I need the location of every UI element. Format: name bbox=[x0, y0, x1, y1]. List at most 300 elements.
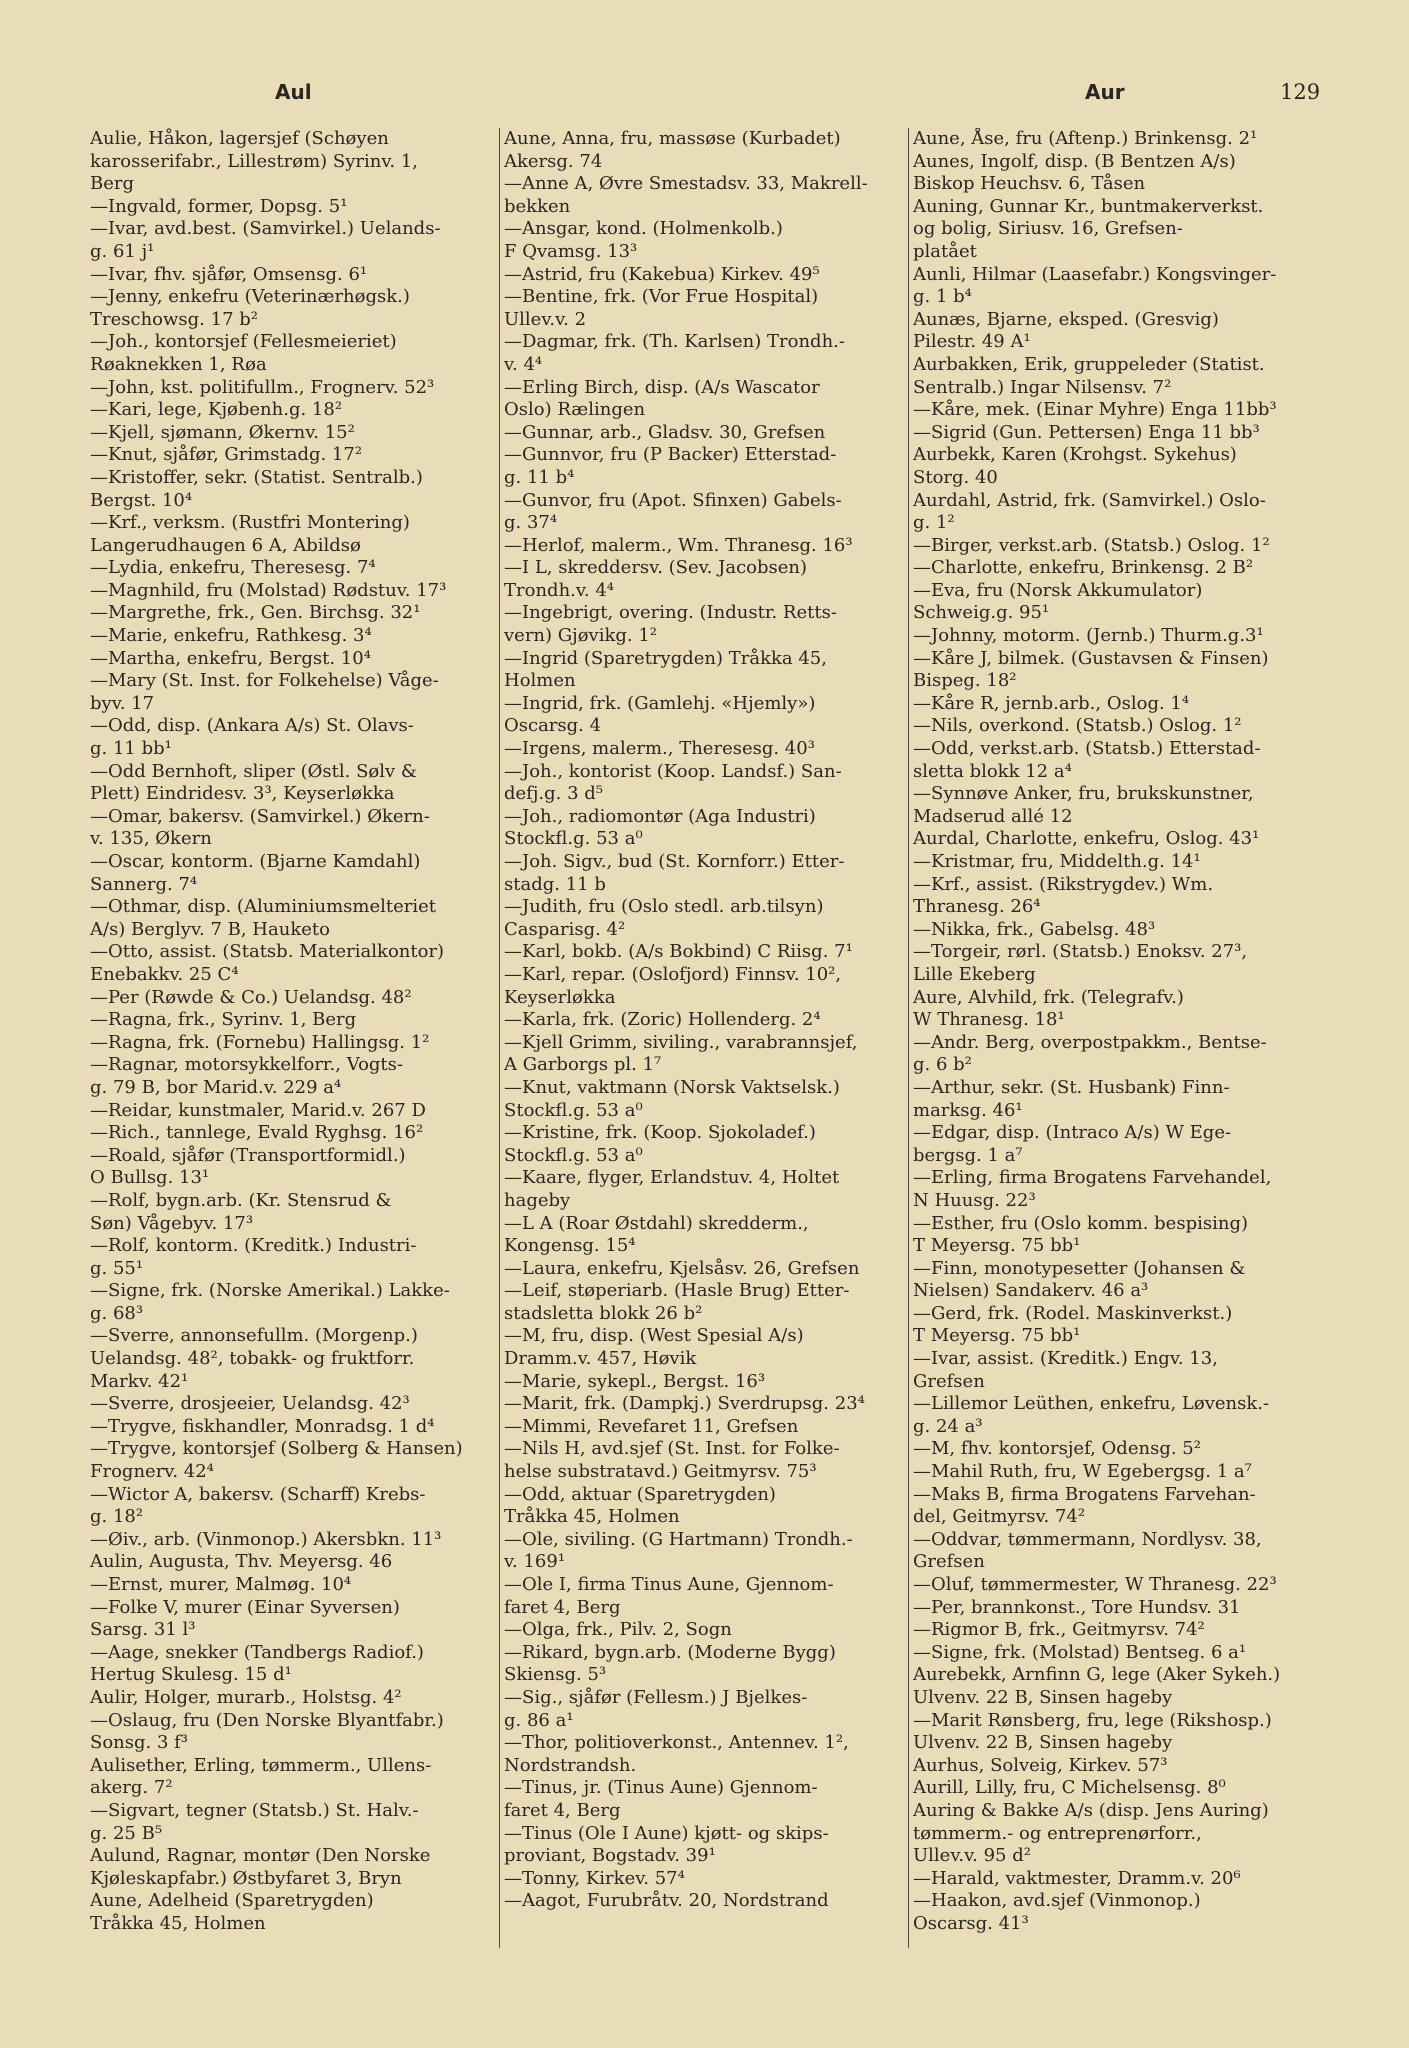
directory-entry bbox=[913, 1777, 1323, 1800]
entry-line: Ullev.v. 95 d² bbox=[913, 1845, 1031, 1867]
directory-entry bbox=[913, 264, 1323, 309]
entry-line: —Krf., verksm. (Rustfri Montering) bbox=[90, 512, 410, 534]
directory-entry bbox=[90, 1393, 494, 1416]
entry-line: Stockfl.g. 53 a⁰ bbox=[504, 1144, 643, 1166]
entry-line: v. 169¹ bbox=[504, 1551, 566, 1573]
entry-line: —Rich., tannlege, Evald Ryghsg. 16² bbox=[90, 1122, 424, 1144]
entry-line: —Rigmor B, frk., Geitmyrsv. 74² bbox=[913, 1619, 1205, 1641]
entry-line: —Gunnar, arb., Gladsv. 30, Grefsen bbox=[504, 421, 826, 443]
directory-entry bbox=[913, 1167, 1323, 1212]
directory-entry bbox=[90, 399, 494, 422]
entry-line: —Birger, verkst.arb. (Statsb.) Oslog. 1² bbox=[913, 534, 1270, 556]
entry-line: Aurebekk, Arnfinn G, lege (Aker Sykeh.) bbox=[913, 1664, 1281, 1686]
entry-line: —Ragna, frk. (Fornebu) Hallingsg. 1² bbox=[90, 1031, 430, 1053]
entry-line: —Omar, bakersv. (Samvirkel.) Økern- bbox=[90, 805, 430, 827]
directory-entry bbox=[90, 648, 494, 671]
entry-line: —Oddvar, tømmermann, Nordlysv. 38, bbox=[913, 1528, 1262, 1550]
entry-line: Aunes, Ingolf, disp. (B Bentzen A/s) bbox=[913, 150, 1236, 172]
entry-line: Oscarsg. 4 bbox=[504, 715, 602, 737]
directory-entry bbox=[504, 1325, 908, 1370]
entry-line: Grefsen bbox=[913, 1370, 985, 1392]
directory-entry bbox=[504, 1280, 908, 1325]
directory-entry bbox=[913, 580, 1323, 625]
entry-line: defj.g. 3 d⁵ bbox=[504, 783, 604, 805]
entry-line: Søn) Vågebyv. 17³ bbox=[90, 1212, 254, 1234]
entry-line: Stockfl.g. 53 a⁰ bbox=[504, 1099, 643, 1121]
directory-entry bbox=[913, 354, 1323, 399]
entry-line: g. 18² bbox=[90, 1506, 144, 1528]
entry-line: Aune, Adelheid (Sparetrygden) bbox=[90, 1890, 374, 1912]
entry-line: g. 11 bb¹ bbox=[90, 738, 172, 760]
entry-line: —Kåre J, bilmek. (Gustavsen & Finsen) bbox=[913, 647, 1269, 669]
entry-line: g. 1 b⁴ bbox=[913, 286, 972, 308]
entry-line: —Othmar, disp. (Aluminiumsmelteriet bbox=[90, 896, 436, 918]
directory-entry bbox=[913, 1664, 1323, 1709]
entry-line: —Ernst, murer, Malmøg. 10⁴ bbox=[90, 1574, 352, 1595]
directory-entry bbox=[90, 987, 494, 1010]
entry-line: sletta blokk 12 a⁴ bbox=[913, 760, 1072, 782]
directory-entry bbox=[504, 1484, 908, 1529]
entry-line: helse substratavd.) Geitmyrsv. 75³ bbox=[504, 1461, 817, 1483]
entry-line: —Lydia, enkefru, Theresesg. 7⁴ bbox=[90, 557, 376, 579]
entry-line: —Karla, frk. (Zoric) Hollenderg. 2⁴ bbox=[504, 1009, 821, 1031]
directory-entry bbox=[504, 1619, 908, 1642]
directory-entry bbox=[90, 670, 494, 715]
directory-entry bbox=[504, 1823, 908, 1868]
entry-line: Aurill, Lilly, fru, C Michelsensg. 8⁰ bbox=[913, 1777, 1226, 1799]
entry-line: Oscarsg. 41³ bbox=[913, 1912, 1029, 1934]
directory-entry bbox=[504, 286, 908, 331]
directory-entry bbox=[90, 1190, 494, 1235]
entry-line: Sannerg. 7⁴ bbox=[90, 873, 198, 895]
entry-line: —Rolf, bygn.arb. (Kr. Stensrud & bbox=[90, 1189, 392, 1211]
directory-entry bbox=[504, 1574, 908, 1619]
entry-line: Kjøleskapfabr.) Østbyfaret 3, Bryn bbox=[90, 1867, 402, 1889]
directory-entry bbox=[913, 128, 1323, 151]
entry-line: —Marit Rønsberg, fru, lege (Rikshosp.) bbox=[913, 1709, 1272, 1731]
directory-entry bbox=[913, 851, 1323, 874]
entry-line: —Tonny, Kirkev. 57⁴ bbox=[504, 1867, 685, 1889]
directory-entry bbox=[90, 1574, 494, 1597]
entry-line: Schweig.g. 95¹ bbox=[913, 602, 1050, 624]
running-head-right: Aur bbox=[1085, 80, 1125, 104]
directory-entry bbox=[90, 1755, 494, 1800]
directory-entry bbox=[504, 1642, 908, 1687]
entry-line: g. 68³ bbox=[90, 1302, 144, 1324]
entry-line: —Ansgar, kond. (Holmenkolb.) bbox=[504, 218, 783, 240]
entry-line: —Synnøve Anker, fru, brukskunstner, bbox=[913, 783, 1254, 805]
entry-line: —Øiv., arb. (Vinmonop.) Akersbkn. 11³ bbox=[90, 1528, 442, 1550]
directory-entry bbox=[90, 1416, 494, 1439]
entry-line: bergsg. 1 a⁷ bbox=[913, 1144, 1023, 1166]
entry-line: Aurbekk, Karen (Krohgst. Sykehus) bbox=[913, 444, 1237, 466]
page-number: 129 bbox=[1280, 80, 1321, 104]
directory-entry bbox=[913, 490, 1323, 535]
directory-entry bbox=[504, 1732, 908, 1777]
directory-entry bbox=[913, 1642, 1323, 1665]
entry-line: —Gunvor, fru (Apot. Sfinxen) Gabels- bbox=[504, 489, 842, 511]
directory-entry bbox=[504, 964, 908, 1009]
entry-line: Aunæs, Bjarne, eksped. (Gresvig) bbox=[913, 308, 1219, 330]
entry-line: Holmen bbox=[504, 670, 576, 692]
entry-line: g. 25 B⁵ bbox=[90, 1822, 163, 1844]
directory-entry bbox=[90, 1642, 494, 1687]
entry-line: —Odd, aktuar (Sparetrygden) bbox=[504, 1483, 776, 1505]
entry-line: Keyserløkka bbox=[504, 986, 616, 1008]
entry-line: bekken bbox=[504, 195, 571, 217]
column-1 bbox=[90, 128, 494, 1948]
directory-entry bbox=[90, 1009, 494, 1032]
entry-line: N Huusg. 22³ bbox=[913, 1189, 1036, 1211]
entry-line: Aunli, Hilmar (Laasefabr.) Kongsvinger- bbox=[913, 263, 1277, 285]
entry-line: stadsletta blokk 26 b² bbox=[504, 1302, 703, 1324]
directory-entry bbox=[90, 1054, 494, 1099]
entry-line: —Martha, enkefru, Bergst. 10⁴ bbox=[90, 647, 371, 669]
entry-line: A/s) Berglyv. 7 B, Hauketo bbox=[90, 918, 330, 940]
entry-line: Hertug Skulesg. 15 d¹ bbox=[90, 1664, 292, 1686]
entry-line: Bispeg. 18² bbox=[913, 670, 1017, 692]
entry-line: Trondh.v. 4⁴ bbox=[504, 579, 615, 601]
directory-entry bbox=[913, 783, 1323, 828]
entry-line: —Kaare, flyger, Erlandstuv. 4, Holtet bbox=[504, 1167, 840, 1189]
column-divider bbox=[908, 128, 909, 1948]
entry-line: —Jenny, enkefru (Veterinærhøgsk.) bbox=[90, 286, 410, 308]
directory-entry bbox=[913, 1619, 1323, 1642]
entry-line: Dramm.v. 457, Høvik bbox=[504, 1348, 697, 1370]
directory-entry bbox=[90, 1800, 494, 1845]
entry-line: F Qvamsg. 13³ bbox=[504, 240, 638, 262]
entry-line: —Kåre R, jernb.arb., Oslog. 1⁴ bbox=[913, 692, 1190, 714]
entry-line: —Kristine, frk. (Koop. Sjokoladef.) bbox=[504, 1122, 816, 1144]
directory-entry bbox=[90, 1100, 494, 1123]
directory-entry bbox=[913, 941, 1323, 986]
directory-entry bbox=[90, 1551, 494, 1574]
entry-line: —Thor, politioverkonst., Antennev. 1², bbox=[504, 1732, 849, 1754]
directory-entry bbox=[504, 264, 908, 287]
entry-line: —Roald, sjåfør (Transportformidl.) bbox=[90, 1144, 406, 1166]
column-3 bbox=[913, 128, 1323, 1948]
entry-line: —Esther, fru (Oslo komm. bespising) bbox=[913, 1212, 1248, 1234]
directory-entry bbox=[913, 1077, 1323, 1122]
entry-line: —Signe, frk. (Norske Amerikal.) Lakke- bbox=[90, 1280, 450, 1302]
directory-entry bbox=[913, 715, 1323, 738]
directory-entry bbox=[504, 941, 908, 964]
entry-line: Ulvenv. 22 B, Sinsen hageby bbox=[913, 1732, 1173, 1754]
entry-line: —Anne A, Øvre Smestadsv. 33, Makrell- bbox=[504, 173, 868, 195]
entry-line: faret 4, Berg bbox=[504, 1799, 621, 1821]
entry-line: Storg. 40 bbox=[913, 466, 998, 488]
entry-line: —Rolf, kontorm. (Kreditk.) Industri- bbox=[90, 1235, 417, 1257]
entry-line: Nielsen) Sandakerv. 46 a³ bbox=[913, 1280, 1149, 1302]
entry-line: Sentralb.) Ingar Nilsensv. 7² bbox=[913, 376, 1172, 398]
entry-line: Aurhus, Solveig, Kirkev. 57³ bbox=[913, 1754, 1168, 1776]
entry-line: —Lillemor Leüthen, enkefru, Løvensk.- bbox=[913, 1393, 1270, 1415]
directory-entry bbox=[913, 444, 1323, 489]
entry-line: Aulisether, Erling, tømmerm., Ullens- bbox=[90, 1754, 432, 1776]
directory-entry bbox=[913, 1461, 1323, 1484]
entry-line: Frognerv. 42⁴ bbox=[90, 1461, 214, 1483]
entry-line: Casparisg. 4² bbox=[504, 918, 626, 940]
entry-line: —Joh., kontorsjef (Fellesmeieriet) bbox=[90, 331, 397, 353]
entry-line: Enebakkv. 25 C⁴ bbox=[90, 963, 239, 985]
entry-line: g. 55¹ bbox=[90, 1257, 144, 1279]
directory-entry bbox=[504, 1393, 908, 1416]
directory-entry bbox=[913, 738, 1323, 783]
entry-line: —Sigvart, tegner (Statsb.) St. Halv.- bbox=[90, 1799, 419, 1821]
directory-entry bbox=[913, 874, 1323, 919]
entry-line: —Aage, snekker (Tandbergs Radiof.) bbox=[90, 1641, 424, 1663]
directory-entry bbox=[504, 1438, 908, 1483]
directory-entry bbox=[913, 1032, 1323, 1077]
entry-line: —M, fhv. kontorsjef, Odensg. 5² bbox=[913, 1438, 1201, 1460]
entry-line: —Knut, vaktmann (Norsk Vaktselsk.) bbox=[504, 1076, 840, 1098]
entry-line: Grefsen bbox=[913, 1551, 985, 1573]
entry-line: —Odd Bernhoft, sliper (Østl. Sølv & bbox=[90, 760, 417, 782]
entry-line: —Erling Birch, disp. (A/s Wascator bbox=[504, 376, 820, 398]
directory-entry bbox=[90, 896, 494, 941]
entry-line: byv. 17 bbox=[90, 692, 155, 714]
entry-line: —Nils H, avd.sjef (St. Inst. for Folke- bbox=[504, 1438, 840, 1460]
entry-line: Madserud allé 12 bbox=[913, 805, 1073, 827]
entry-line: —Harald, vaktmester, Dramm.v. 20⁶ bbox=[913, 1867, 1241, 1889]
entry-line: Aulie, Håkon, lagersjef (Schøyen bbox=[90, 128, 389, 149]
entry-line: Treschowsg. 17 b² bbox=[90, 308, 258, 330]
directory-entry bbox=[504, 806, 908, 851]
entry-line: —Maks B, firma Brogatens Farvehan- bbox=[913, 1483, 1256, 1505]
entry-line: —Haakon, avd.sjef (Vinmonop.) bbox=[913, 1890, 1201, 1912]
directory-entry bbox=[90, 806, 494, 851]
directory-entry bbox=[913, 1890, 1323, 1935]
directory-entry bbox=[504, 1777, 908, 1822]
entry-line: Uelandsg. 48², tobakk- og fruktforr. bbox=[90, 1348, 415, 1370]
entry-line: —Mary (St. Inst. for Folkehelse) Våge- bbox=[90, 670, 439, 692]
entry-line: —Johnny, motorm. (Jernb.) Thurm.g.3¹ bbox=[913, 625, 1264, 647]
directory-entry bbox=[913, 1348, 1323, 1393]
entry-line: proviant, Bogstadv. 39¹ bbox=[504, 1845, 716, 1867]
directory-entry bbox=[504, 896, 908, 941]
entry-line: Langerudhaugen 6 A, Abildsø bbox=[90, 534, 361, 556]
entry-line: —Oscar, kontorm. (Bjarne Kamdahl) bbox=[90, 851, 421, 872]
entry-line: Aure, Alvhild, frk. (Telegrafv.) bbox=[913, 986, 1184, 1008]
entry-line: —Rikard, bygn.arb. (Moderne Bygg) bbox=[504, 1641, 836, 1663]
entry-line: —Marit, frk. (Dampkj.) Sverdrupsg. 23⁴ bbox=[504, 1393, 865, 1415]
entry-line: —Bentine, frk. (Vor Frue Hospital) bbox=[504, 286, 819, 308]
entry-line: tømmerm.- og entreprenørforr., bbox=[913, 1822, 1202, 1844]
entry-line: Biskop Heuchsv. 6, Tåsen bbox=[913, 173, 1146, 195]
column-2 bbox=[504, 128, 908, 1948]
entry-line: —Karl, bokb. (A/s Bokbind) C Riisg. 7¹ bbox=[504, 941, 853, 963]
directory-entry bbox=[504, 1687, 908, 1732]
entry-line: —Per, brannkonst., Tore Hundsv. 31 bbox=[913, 1596, 1241, 1618]
directory-entry bbox=[90, 1145, 494, 1190]
entry-line: —Odd, disp. (Ankara A/s) St. Olavs- bbox=[90, 715, 414, 737]
entry-line: —Kari, lege, Kjøbenh.g. 18² bbox=[90, 399, 343, 421]
entry-line: faret 4, Berg bbox=[504, 1596, 621, 1618]
directory-entry bbox=[504, 738, 908, 761]
directory-entry bbox=[90, 1597, 494, 1642]
directory-entry bbox=[913, 151, 1323, 196]
directory-entry bbox=[504, 1032, 908, 1077]
directory-entry bbox=[90, 1687, 494, 1710]
entry-line: Sonsg. 3 f³ bbox=[90, 1732, 189, 1754]
entry-line: —Oslaug, fru (Den Norske Blyantfabr.) bbox=[90, 1709, 444, 1731]
directory-entry bbox=[504, 377, 908, 422]
entry-line: —Marie, enkefru, Rathkesg. 3⁴ bbox=[90, 625, 372, 647]
entry-line: —Herlof, malerm., Wm. Thranesg. 16³ bbox=[504, 534, 853, 556]
directory-entry bbox=[504, 1529, 908, 1574]
entry-line: karosserifabr., Lillestrøm) Syrinv. 1, bbox=[90, 150, 418, 172]
directory-entry bbox=[90, 1032, 494, 1055]
entry-line: Pilestr. 49 A¹ bbox=[913, 331, 1031, 353]
directory-entry bbox=[504, 761, 908, 806]
entry-line: —Sigrid (Gun. Pettersen) Enga 11 bb³ bbox=[913, 421, 1260, 443]
entry-line: Aurdal, Charlotte, enkefru, Oslog. 43¹ bbox=[913, 828, 1260, 850]
entry-line: —Finn, monotypesetter (Johansen & bbox=[913, 1257, 1246, 1279]
column-divider bbox=[499, 128, 500, 1948]
entry-line: W Thranesg. 18¹ bbox=[913, 1009, 1065, 1031]
entry-line: g. 11 b⁴ bbox=[504, 466, 575, 488]
directory-entry bbox=[913, 1258, 1323, 1303]
directory-entry bbox=[504, 218, 908, 263]
entry-line: v. 135, Økern bbox=[90, 828, 212, 850]
entry-line: —Sverre, annonsefullm. (Morgenp.) bbox=[90, 1325, 418, 1347]
directory-entry bbox=[90, 625, 494, 648]
directory-entry bbox=[90, 1438, 494, 1483]
directory-entry bbox=[90, 444, 494, 467]
entry-line: A Garborgs pl. 1⁷ bbox=[504, 1054, 662, 1076]
directory-entry bbox=[913, 1393, 1323, 1438]
entry-line: —L A (Roar Østdahl) skredderm., bbox=[504, 1212, 809, 1234]
entry-line: Stockfl.g. 53 a⁰ bbox=[504, 828, 643, 850]
entry-line: —Marie, sykepl., Bergst. 16³ bbox=[504, 1370, 766, 1392]
entry-line: —Folke V, murer (Einar Syversen) bbox=[90, 1596, 400, 1618]
directory-entry bbox=[90, 422, 494, 445]
entry-line: —Ole, siviling. (G Hartmann) Trondh.- bbox=[504, 1528, 853, 1550]
directory-entry bbox=[90, 715, 494, 760]
entry-line: Kongensg. 15⁴ bbox=[504, 1235, 636, 1257]
entry-line: —Trygve, kontorsjef (Solberg & Hansen) bbox=[90, 1438, 463, 1460]
directory-entry bbox=[90, 286, 494, 331]
entry-line: g. 6 b² bbox=[913, 1054, 972, 1076]
entry-line: —Dagmar, frk. (Th. Karlsen) Trondh.- bbox=[504, 331, 845, 353]
entry-line: —Signe, frk. (Molstad) Bentseg. 6 a¹ bbox=[913, 1641, 1247, 1663]
entry-line: —Nils, overkond. (Statsb.) Oslog. 1² bbox=[913, 715, 1242, 737]
directory-entry bbox=[90, 1890, 494, 1935]
directory-entry bbox=[504, 490, 908, 535]
entry-line: —Ivar, assist. (Kreditk.) Engv. 13, bbox=[913, 1348, 1218, 1370]
entry-line: —Torgeir, rørl. (Statsb.) Enoksv. 27³, bbox=[913, 941, 1248, 963]
directory-entry bbox=[504, 693, 908, 738]
entry-line: —Otto, assist. (Statsb. Materialkontor) bbox=[90, 941, 445, 963]
entry-line: hageby bbox=[504, 1189, 571, 1211]
directory-entry bbox=[913, 422, 1323, 445]
directory-entry bbox=[913, 1213, 1323, 1258]
entry-line: —Aagot, Furubråtv. 20, Nordstrand bbox=[504, 1890, 829, 1912]
entry-line: Aune, Åse, fru (Aftenp.) Brinkensg. 2¹ bbox=[913, 128, 1258, 149]
entry-line: —Ragna, frk., Syrinv. 1, Berg bbox=[90, 1009, 357, 1031]
entry-line: —John, kst. politifullm., Frognerv. 52³ bbox=[90, 376, 435, 398]
entry-line: Tråkka 45, Holmen bbox=[504, 1506, 680, 1528]
entry-line: —Kristoffer, sekr. (Statist. Sentralb.) bbox=[90, 466, 423, 488]
directory-entry bbox=[90, 941, 494, 986]
entry-line: —Per (Røwde & Co.) Uelandsg. 48² bbox=[90, 986, 412, 1008]
directory-entry bbox=[90, 580, 494, 603]
directory-entry bbox=[913, 1597, 1323, 1620]
directory-entry bbox=[913, 1303, 1323, 1348]
directory-entry bbox=[504, 128, 908, 173]
entry-line: —Edgar, disp. (Intraco A/s) W Ege- bbox=[913, 1122, 1232, 1144]
directory-entry bbox=[913, 1122, 1323, 1167]
entry-line: Nordstrandsh. bbox=[504, 1754, 637, 1776]
entry-line: Auring & Bakke A/s (disp. Jens Auring) bbox=[913, 1799, 1269, 1821]
entry-line: g. 1² bbox=[913, 512, 955, 534]
directory-entry bbox=[504, 1868, 908, 1891]
entry-line: —Gerd, frk. (Rodel. Maskinverkst.) bbox=[913, 1302, 1233, 1324]
entry-line: —Ivar, avd.best. (Samvirkel.) Uelands- bbox=[90, 218, 441, 240]
directory-entry bbox=[504, 1122, 908, 1167]
directory-entry bbox=[504, 1213, 908, 1258]
entry-line: —Sverre, drosjeeier, Uelandsg. 42³ bbox=[90, 1393, 410, 1415]
directory-entry bbox=[913, 557, 1323, 580]
entry-line: —Andr. Berg, overpostpakkm., Bentse- bbox=[913, 1031, 1267, 1053]
entry-line: —Kåre, mek. (Einar Myhre) Enga 11bb³ bbox=[913, 399, 1277, 421]
entry-line: —Kjell Grimm, siviling., varabrannsjef, bbox=[504, 1031, 858, 1053]
entry-line: —Ingebrigt, overing. (Industr. Retts- bbox=[504, 602, 837, 624]
entry-line: —Laura, enkefru, Kjelsåsv. 26, Grefsen bbox=[504, 1257, 860, 1279]
entry-line: —Leif, støperiarb. (Hasle Brug) Etter- bbox=[504, 1280, 850, 1302]
entry-line: v. 4⁴ bbox=[504, 353, 543, 375]
directory-entry bbox=[913, 535, 1323, 558]
entry-line: —Ragnar, motorsykkelforr., Vogts- bbox=[90, 1054, 403, 1076]
entry-line: Lille Ekeberg bbox=[913, 963, 1036, 985]
directory-entry bbox=[90, 1529, 494, 1552]
directory-entry bbox=[913, 1574, 1323, 1597]
directory-entry bbox=[90, 331, 494, 376]
directory-entry bbox=[90, 1280, 494, 1325]
entry-line: platået bbox=[913, 240, 977, 262]
entry-line: —Ingvald, former, Dopsg. 5¹ bbox=[90, 195, 348, 217]
directory-entry bbox=[90, 1484, 494, 1529]
entry-line: —Olga, frk., Pilv. 2, Sogn bbox=[504, 1619, 732, 1641]
entry-line: —Astrid, fru (Kakebua) Kirkev. 49⁵ bbox=[504, 263, 820, 285]
entry-line: —Reidar, kunstmaler, Marid.v. 267 D bbox=[90, 1099, 426, 1121]
entry-line: Akersg. 74 bbox=[504, 150, 603, 172]
entry-line: akerg. 7² bbox=[90, 1777, 173, 1799]
entry-line: —Mahil Ruth, fru, W Egebergsg. 1 a⁷ bbox=[913, 1461, 1252, 1483]
entry-line: —Ingrid (Sparetrygden) Tråkka 45, bbox=[504, 647, 827, 669]
directory-entry bbox=[913, 1484, 1323, 1529]
entry-line: vern) Gjøvikg. 1² bbox=[504, 625, 658, 647]
entry-line: —Kristmar, fru, Middelth.g. 14¹ bbox=[913, 851, 1201, 872]
directory-entry bbox=[504, 851, 908, 896]
entry-line: Tråkka 45, Holmen bbox=[90, 1912, 266, 1934]
entry-line: Plett) Eindridesv. 3³, Keyserløkka bbox=[90, 783, 395, 805]
directory-entry bbox=[90, 196, 494, 219]
entry-line: —Gunnvor, fru (P Backer) Etterstad- bbox=[504, 444, 837, 466]
entry-line: —Magnhild, fru (Molstad) Rødstuv. 17³ bbox=[90, 579, 447, 601]
directory-entry bbox=[913, 1438, 1323, 1461]
directory-entry bbox=[90, 602, 494, 625]
entry-line: —Wictor A, bakersv. (Scharff) Krebs- bbox=[90, 1483, 426, 1505]
entry-line: del, Geitmyrsv. 74² bbox=[913, 1506, 1086, 1528]
directory-entry bbox=[90, 1710, 494, 1755]
entry-line: —Joh., radiomontør (Aga Industri) bbox=[504, 805, 816, 827]
directory-entry bbox=[90, 1235, 494, 1280]
directory-entry bbox=[504, 1167, 908, 1212]
running-head-left: Aul bbox=[275, 80, 312, 104]
directory-entry bbox=[913, 1868, 1323, 1891]
entry-line: Markv. 42¹ bbox=[90, 1370, 189, 1392]
